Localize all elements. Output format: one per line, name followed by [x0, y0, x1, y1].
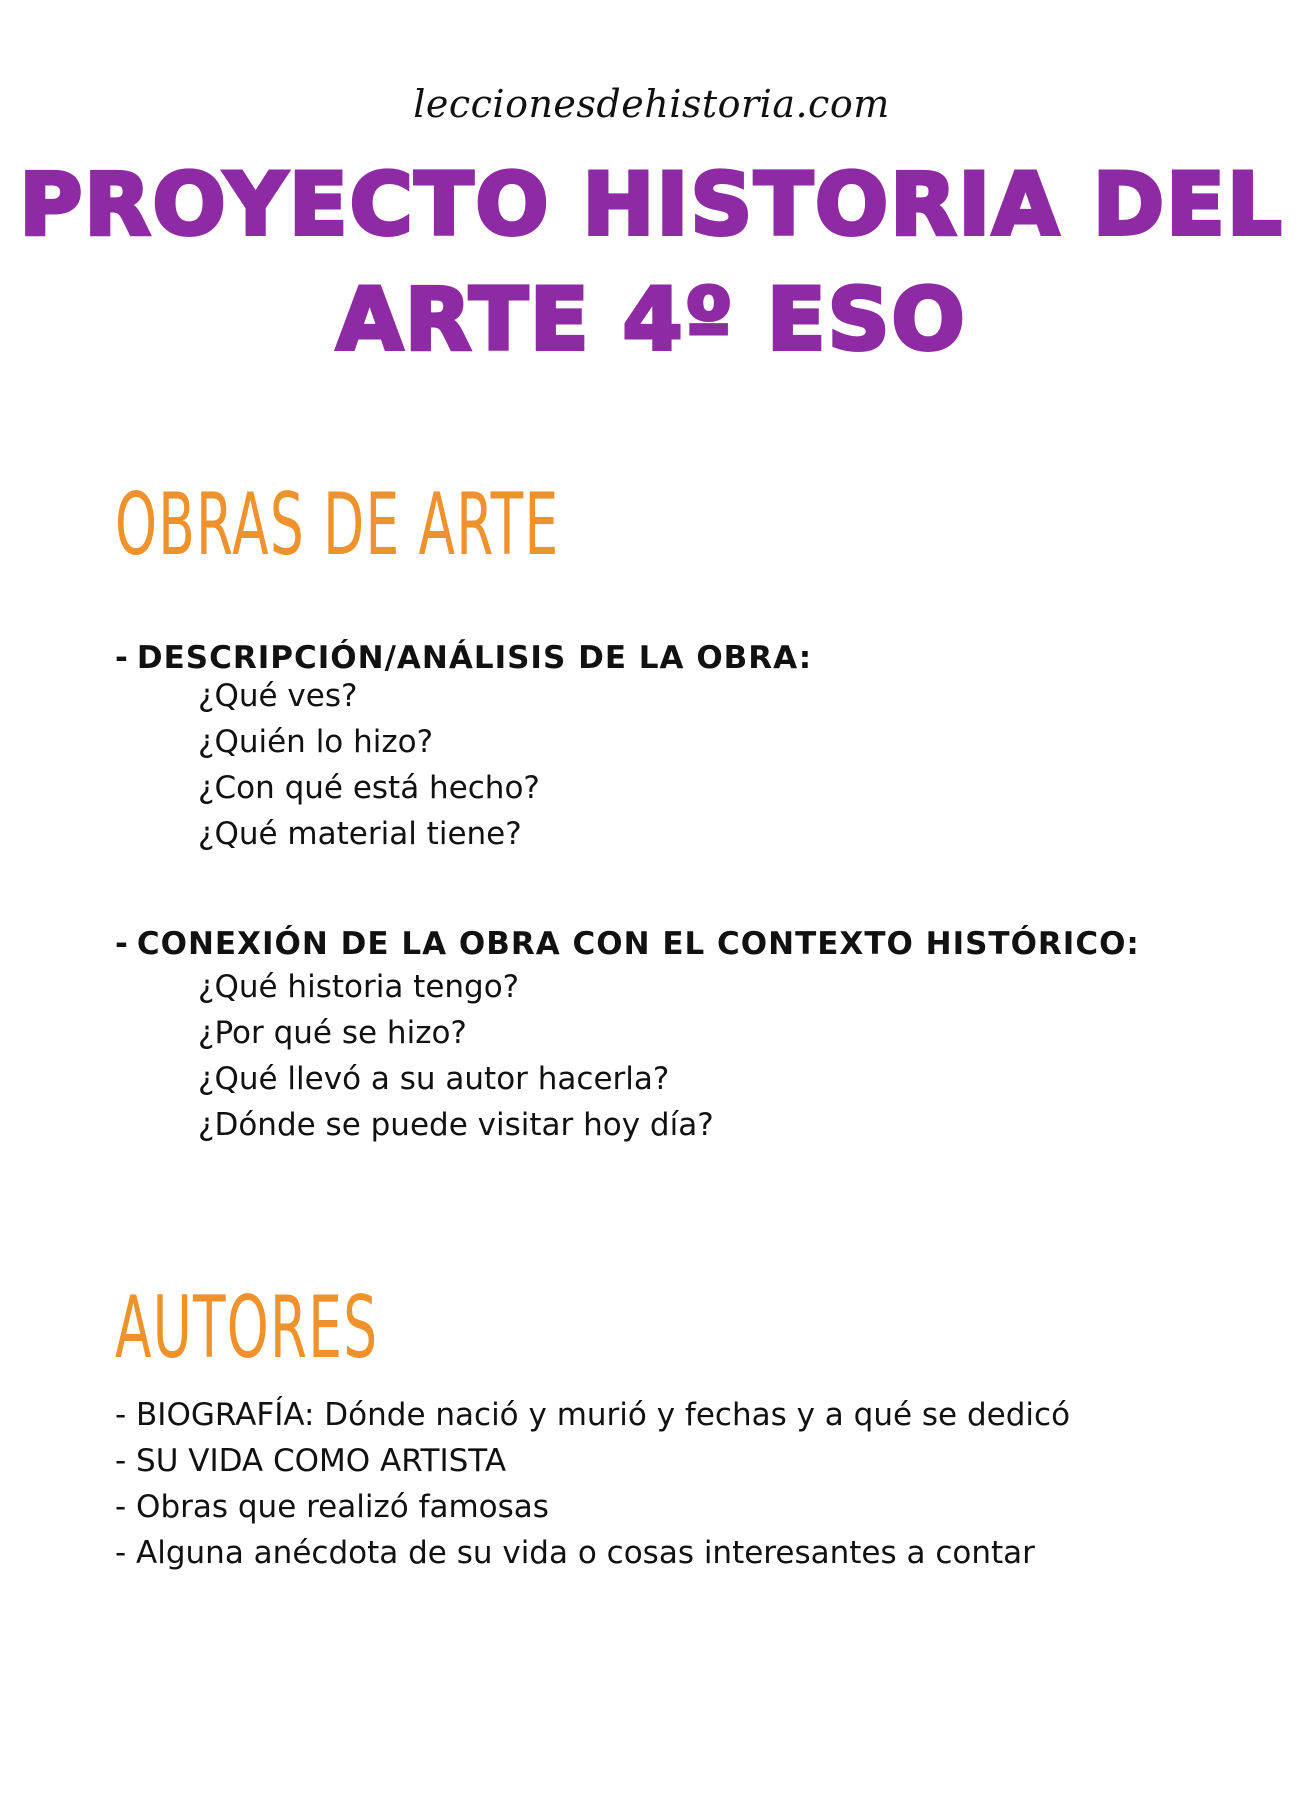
descripcion-label: DESCRIPCIÓN/ANÁLISIS DE LA OBRA:	[136, 640, 813, 676]
conexion-label: CONEXIÓN DE LA OBRA CON EL CONTEXTO HISTÓRICO:	[136, 926, 1140, 962]
page-title-text-2: ARTE 4º ESO	[336, 270, 967, 370]
dash-marker: -	[115, 926, 129, 962]
page-title-line-1	[0, 155, 1303, 255]
question-item: ¿Qué material tiene?	[198, 816, 522, 852]
conexion-questions	[198, 964, 714, 1148]
autores-item: - Alguna anécdota de su vida o cosas interesantes a contar	[115, 1535, 1035, 1571]
obras-heading: OBRAS DE ARTE	[115, 475, 560, 575]
site-url: leccionesdehistoria.com	[413, 82, 890, 126]
autores-list	[115, 1392, 1070, 1576]
page-title-line-2	[0, 270, 1303, 370]
question-item: ¿Quién lo hizo?	[198, 724, 434, 760]
question-item: ¿Dónde se puede visitar hoy día?	[198, 1107, 714, 1143]
conexion-heading	[115, 926, 1140, 962]
question-item: ¿Qué historia tengo?	[198, 969, 520, 1005]
descripcion-questions	[198, 673, 540, 857]
descripcion-heading	[115, 640, 812, 676]
page-title-text-1: PROYECTO HISTORIA DEL	[19, 155, 1284, 255]
question-item: ¿Qué llevó a su autor hacerla?	[198, 1061, 670, 1097]
autores-item: - Obras que realizó famosas	[115, 1489, 549, 1525]
question-item: ¿Con qué está hecho?	[198, 770, 540, 806]
question-item: ¿Qué ves?	[198, 678, 358, 714]
autores-heading: AUTORES	[115, 1278, 379, 1378]
autores-item: - BIOGRAFÍA: Dónde nació y murió y fechas y a qué se dedicó	[115, 1397, 1071, 1433]
dash-marker: -	[115, 640, 129, 676]
autores-item: - SU VIDA COMO ARTISTA	[115, 1443, 507, 1479]
question-item: ¿Por qué se hizo?	[198, 1015, 467, 1051]
